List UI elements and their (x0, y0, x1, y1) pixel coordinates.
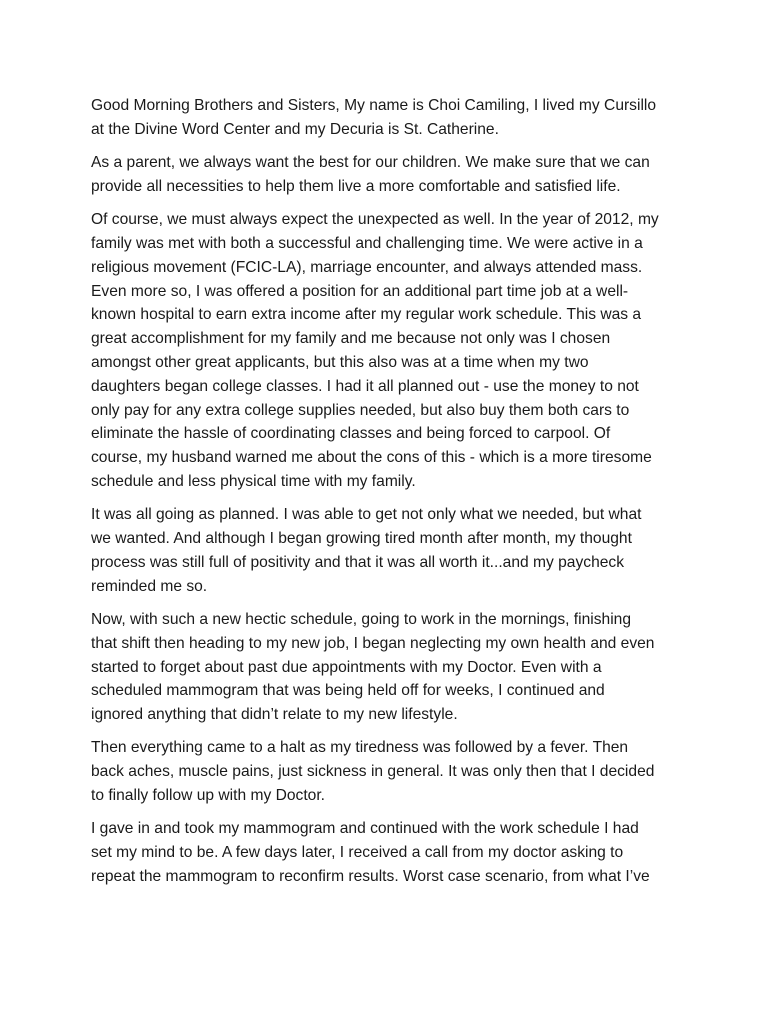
text-line: back aches, muscle pains, just sickness in general. It was only then that I decided (91, 763, 655, 781)
paragraph (91, 736, 691, 807)
paragraph (91, 817, 691, 888)
text-line: started to forget about past due appointments with my Doctor. Even with a (91, 658, 602, 676)
text-line: eliminate the hassle of coordinating classes and being forced to carpool. Of (91, 425, 611, 443)
text-line: family was met with both a successful and challenging time. We were active in a (91, 234, 643, 252)
text-line: to finally follow up with my Doctor. (91, 787, 325, 805)
text-line: ignored anything that didn’t relate to my new lifestyle. (91, 706, 458, 724)
text-line: schedule and less physical time with my family. (91, 472, 416, 490)
paragraph (91, 608, 691, 727)
paragraph (91, 208, 691, 494)
text-line: Good Morning Brothers and Sisters, My name is Choi Camiling, I lived my Cursillo (91, 97, 657, 114)
text-line: that shift then heading to my new job, I began neglecting my own health and even (91, 634, 655, 652)
text-line: reminded me so. (91, 577, 208, 595)
text-line: scheduled mammogram that was being held off for weeks, I continued and (91, 682, 605, 700)
paragraph (91, 503, 691, 598)
text-line: Then everything came to a halt as my tiredness was followed by a fever. Then (91, 739, 629, 757)
text-line: at the Divine Word Center and my Decuria is St. Catherine. (91, 120, 499, 138)
text-line: religious movement (FCIC-LA), marriage encounter, and always attended mass. (91, 258, 643, 276)
text-line: course, my husband warned me about the cons of this - which is a more tiresome (91, 449, 652, 467)
text-line: great accomplishment for my family and me because not only was I chosen (91, 330, 611, 348)
text-line: set my mind to be. A few days later, I received a call from my doctor asking to (91, 844, 624, 862)
paragraph (91, 94, 691, 142)
text-line: Now, with such a new hectic schedule, going to work in the mornings, finishing (91, 610, 632, 628)
text-line: known hospital to earn extra income after my regular work schedule. This was a (91, 306, 642, 324)
text-line: amongst other great applicants, but this also was at a time when my two (91, 353, 589, 371)
text-line: only pay for any extra college supplies needed, but also buy them both cars to (91, 401, 630, 419)
text-line: As a parent, we always want the best for our children. We make sure that we can (91, 154, 650, 172)
document-body (91, 94, 691, 898)
text-line: process was still full of positivity and that it was all worth it...and my paycheck (91, 553, 625, 571)
text-line: repeat the mammogram to reconfirm results. Worst case scenario, from what I’ve (91, 867, 650, 885)
text-line: It was all going as planned. I was able to get not only what we needed, but what (91, 506, 642, 524)
text-line: daughters began college classes. I had it all planned out - use the money to not (91, 377, 639, 395)
text-line: I gave in and took my mammogram and continued with the work schedule I had (91, 820, 639, 838)
paragraph (91, 151, 691, 199)
text-line: Even more so, I was offered a position for an additional part time job at a well- (91, 282, 629, 300)
text-line: we wanted. And although I began growing tired month after month, my thought (91, 530, 632, 548)
text-line: Of course, we must always expect the unexpected as well. In the year of 2012, my (91, 211, 659, 229)
text-line: provide all necessities to help them live a more comfortable and satisfied life. (91, 177, 621, 195)
